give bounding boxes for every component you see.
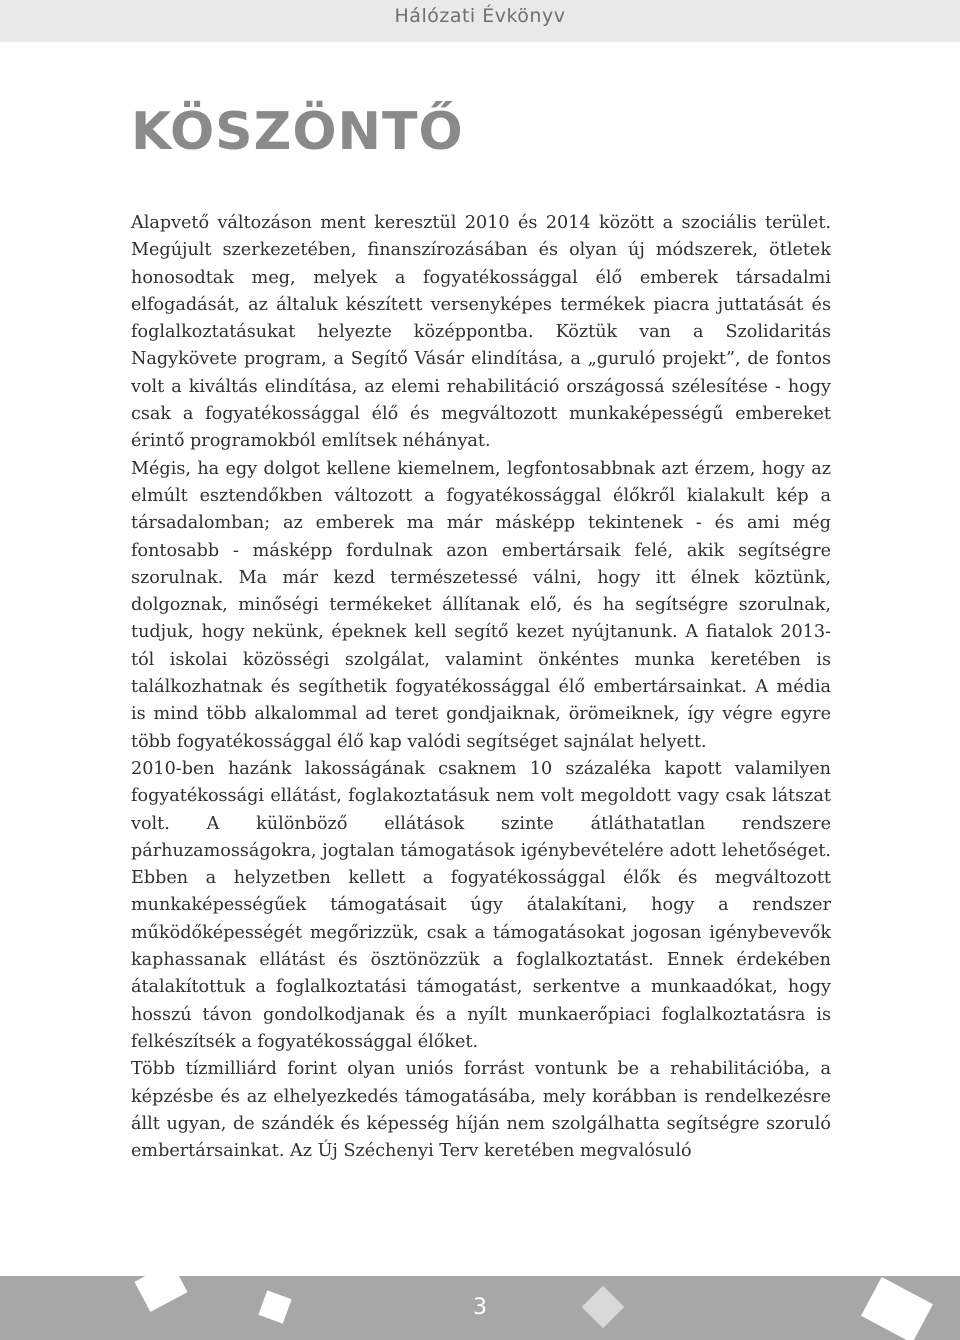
paragraph: Alapvető változáson ment keresztül 2010 és 2014 között a szociális terület. Megújult szerkezetében, finanszírozásában és olyan új módszerek, ötletek honosodtak meg, melyek a fogyatékossággal élő emberek társadalmi elfogadását, az általuk készített versenyképes termékek piacra juttatását és foglalkoztatásukat helyezte középpontba. Köztük van a Szolidaritás Nagykövete program, a Segítő Vásár elindítása, a „guruló projekt”, de fontos volt a kiváltás elindítása, az elemi rehabilitáció országossá szélesítése - hogy csak a fogyatékossággal élő és megváltozott munkaképességű embereket érintő programokból említsek néhányat. xyxy=(131,213,831,452)
page-number: 3 xyxy=(473,1295,487,1320)
paragraph: Mégis, ha egy dolgot kellene kiemelnem, legfontosabbnak azt érzem, hogy az elmúlt esztendőkben változott a fogyatékossággal élőkről kialakult kép a társadalomban; az emberek ma már másképp tekintenek - és ami még fontosabb - másképp fordulnak azon embertársaik felé, akik segítségre szorulnak. Ma már kezd természetessé válni, hogy itt élnek köztünk, dolgoznak, minőségi termékeket állítanak elő, és ha segítségre szorulnak, tudjuk, hogy nekünk, épeknek kell segítő kezet nyújtanunk. A fiatalok 2013-tól iskolai közösségi szolgálat, valamint önkéntes munka keretében is találkozhatnak és segíthetik fogyatékossággal élő embertársainkat. A média is mind több alkalommal ad teret gondjaiknak, örömeiknek, így végre egyre több fogyatékossággal élő kap valódi segítséget sajnálat helyett. xyxy=(131,458,831,752)
page-title: KÖSZÖNTŐ xyxy=(131,102,464,162)
running-head: Hálózati Évkönyv xyxy=(394,5,566,27)
paragraph: 2010-ben hazánk lakosságának csaknem 10 százaléka kapott valamilyen fogyatékossági ellátást, foglakoztatásuk nem volt megoldott vagy csak látszat volt. A különböző ellátások szinte átláthatatlan rendszere párhuzamosságokra, jogtalan támogatások igénybevételére adott lehetőséget. Ebben a helyzetben kellett a fogyatékossággal élők és megváltozott munkaképességűek támogatásait úgy átalakítani, hogy a rendszer működőképességét megőrizzük, csak a támogatásokat jogosan igénybevevők kaphassanak ellátást és ösztönözzük a foglalkoztatást. Ennek érdekében átalakítottuk a foglalkoztatási támogatást, serkentve a munkaadókat, hogy hosszú távon gondolkodjanak és a nyílt munkaerőpiaci foglalkoztatásra is felkészítsék a fogyatékossággal élőket. xyxy=(131,758,831,1052)
paragraph: Több tízmilliárd forint olyan uniós forrást vontunk be a rehabilitációba, a képzésbe és az elhelyezkedés támogatásába, mely korábban is rendelkezésre állt ugyan, de szándék és képesség híján nem szolgálhatta segítségre szoruló embertársainkat. Az Új Széchenyi Terv keretében megvalósuló xyxy=(131,1059,831,1162)
article-body xyxy=(131,210,831,1165)
